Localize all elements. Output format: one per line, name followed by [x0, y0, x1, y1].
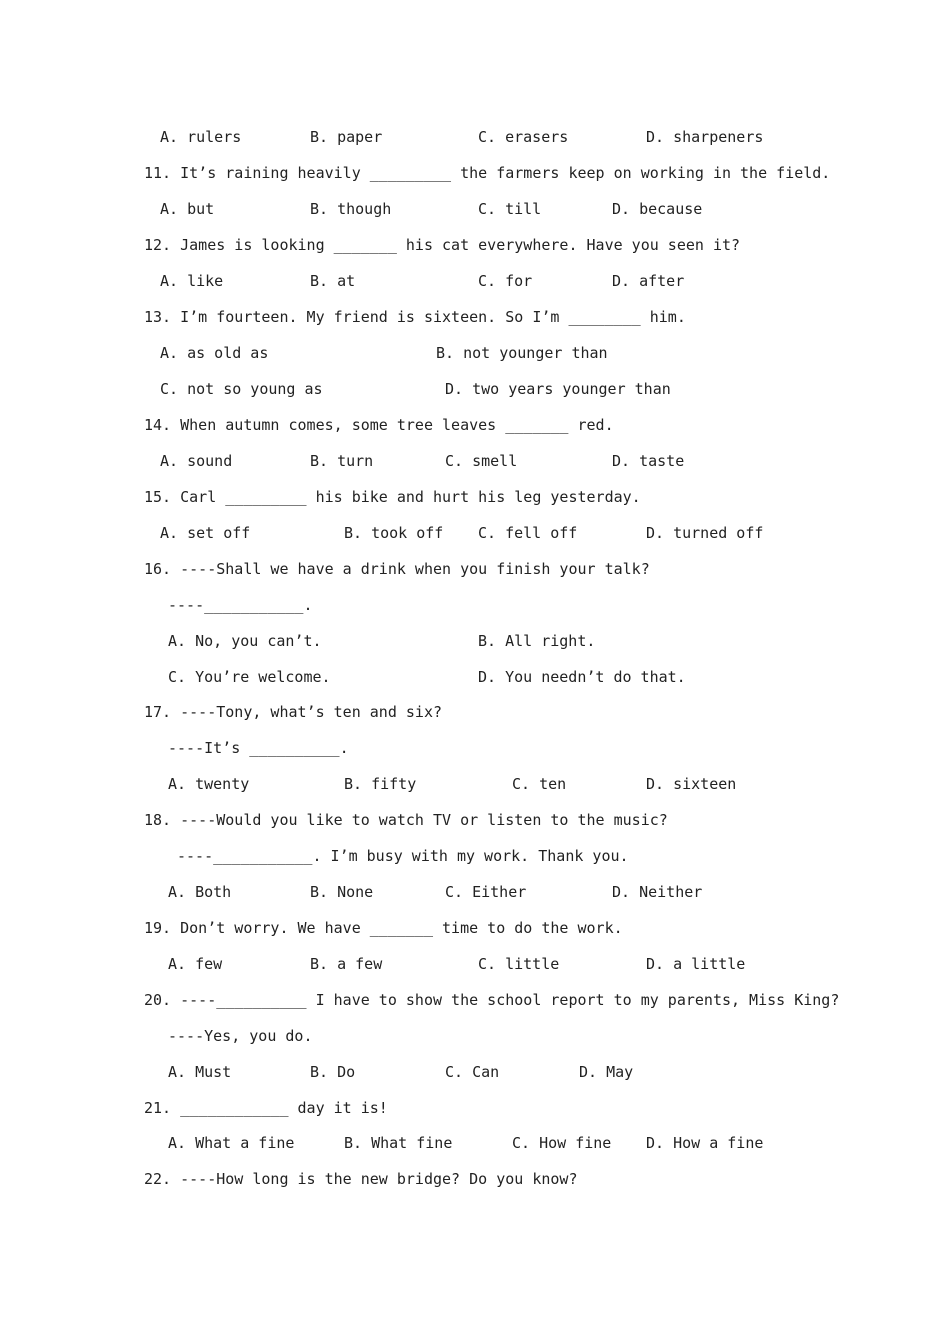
- question-stem: 11. It’s raining heavily _________ the farmers keep on working in the field.: [144, 164, 831, 182]
- option-b[interactable]: B. not younger than: [436, 344, 608, 362]
- question-stem: 18. ----Would you like to watch TV or listen to the music?: [144, 811, 668, 829]
- option-d[interactable]: D. sharpeners: [646, 128, 764, 146]
- question-stem: 22. ----How long is the new bridge? Do you know?: [144, 1170, 578, 1188]
- option-b[interactable]: B. None: [310, 883, 374, 901]
- question-stem: 16. ----Shall we have a drink when you finish your talk?: [144, 560, 650, 578]
- question-stem: 15. Carl _________ his bike and hurt his leg yesterday.: [144, 488, 641, 506]
- question-stem: 14. When autumn comes, some tree leaves _______ red.: [144, 416, 614, 434]
- option-c[interactable]: C. Can: [445, 1063, 500, 1081]
- option-a[interactable]: A. as old as: [160, 344, 269, 362]
- option-a[interactable]: A. No, you can’t.: [168, 632, 322, 650]
- option-a[interactable]: A. like: [160, 272, 224, 290]
- option-c[interactable]: C. till: [478, 200, 542, 218]
- option-c[interactable]: C. fell off: [478, 524, 578, 542]
- option-c[interactable]: C. You’re welcome.: [168, 668, 331, 686]
- option-c[interactable]: C. ten: [512, 775, 567, 793]
- option-b[interactable]: B. Do: [310, 1063, 356, 1081]
- option-d[interactable]: D. two years younger than: [445, 380, 671, 398]
- question-stem: 21. ____________ day it is!: [144, 1099, 388, 1117]
- dialogue-reply: ----___________.: [168, 596, 313, 614]
- option-d[interactable]: D. sixteen: [646, 775, 737, 793]
- option-d[interactable]: D. after: [612, 272, 685, 290]
- question-stem: 20. ----__________ I have to show the school report to my parents, Miss King?: [144, 991, 840, 1009]
- option-a[interactable]: A. rulers: [160, 128, 242, 146]
- option-d[interactable]: D. You needn’t do that.: [478, 668, 686, 686]
- option-a[interactable]: A. Both: [168, 883, 232, 901]
- option-d[interactable]: D. because: [612, 200, 703, 218]
- option-c[interactable]: C. erasers: [478, 128, 569, 146]
- question-stem: 17. ----Tony, what’s ten and six?: [144, 703, 443, 721]
- option-b[interactable]: B. at: [310, 272, 356, 290]
- option-b[interactable]: B. a few: [310, 955, 383, 973]
- option-a[interactable]: A. few: [168, 955, 223, 973]
- option-c[interactable]: C. How fine: [512, 1134, 612, 1152]
- option-d[interactable]: D. May: [579, 1063, 634, 1081]
- option-a[interactable]: A. sound: [160, 452, 233, 470]
- option-c[interactable]: C. smell: [445, 452, 518, 470]
- option-a[interactable]: A. twenty: [168, 775, 250, 793]
- option-c[interactable]: C. not so young as: [160, 380, 323, 398]
- option-c[interactable]: C. for: [478, 272, 533, 290]
- option-b[interactable]: B. What fine: [344, 1134, 453, 1152]
- option-a[interactable]: A. What a fine: [168, 1134, 295, 1152]
- option-c[interactable]: C. little: [478, 955, 560, 973]
- option-b[interactable]: B. fifty: [344, 775, 417, 793]
- option-b[interactable]: B. All right.: [478, 632, 596, 650]
- dialogue-reply: ----Yes, you do.: [168, 1027, 313, 1045]
- option-d[interactable]: D. a little: [646, 955, 746, 973]
- option-a[interactable]: A. set off: [160, 524, 251, 542]
- question-stem: 13. I’m fourteen. My friend is sixteen. So I’m ________ him.: [144, 308, 686, 326]
- option-b[interactable]: B. took off: [344, 524, 444, 542]
- option-d[interactable]: D. How a fine: [646, 1134, 764, 1152]
- option-b[interactable]: B. paper: [310, 128, 383, 146]
- dialogue-reply: ----It’s __________.: [168, 739, 349, 757]
- option-b[interactable]: B. though: [310, 200, 392, 218]
- option-a[interactable]: A. Must: [168, 1063, 232, 1081]
- option-d[interactable]: D. taste: [612, 452, 685, 470]
- option-d[interactable]: D. Neither: [612, 883, 703, 901]
- option-d[interactable]: D. turned off: [646, 524, 764, 542]
- option-a[interactable]: A. but: [160, 200, 215, 218]
- question-stem: 19. Don’t worry. We have _______ time to do the work.: [144, 919, 623, 937]
- option-b[interactable]: B. turn: [310, 452, 374, 470]
- question-stem: 12. James is looking _______ his cat everywhere. Have you seen it?: [144, 236, 741, 254]
- option-c[interactable]: C. Either: [445, 883, 527, 901]
- dialogue-reply: ----___________. I’m busy with my work. Thank you.: [177, 847, 629, 865]
